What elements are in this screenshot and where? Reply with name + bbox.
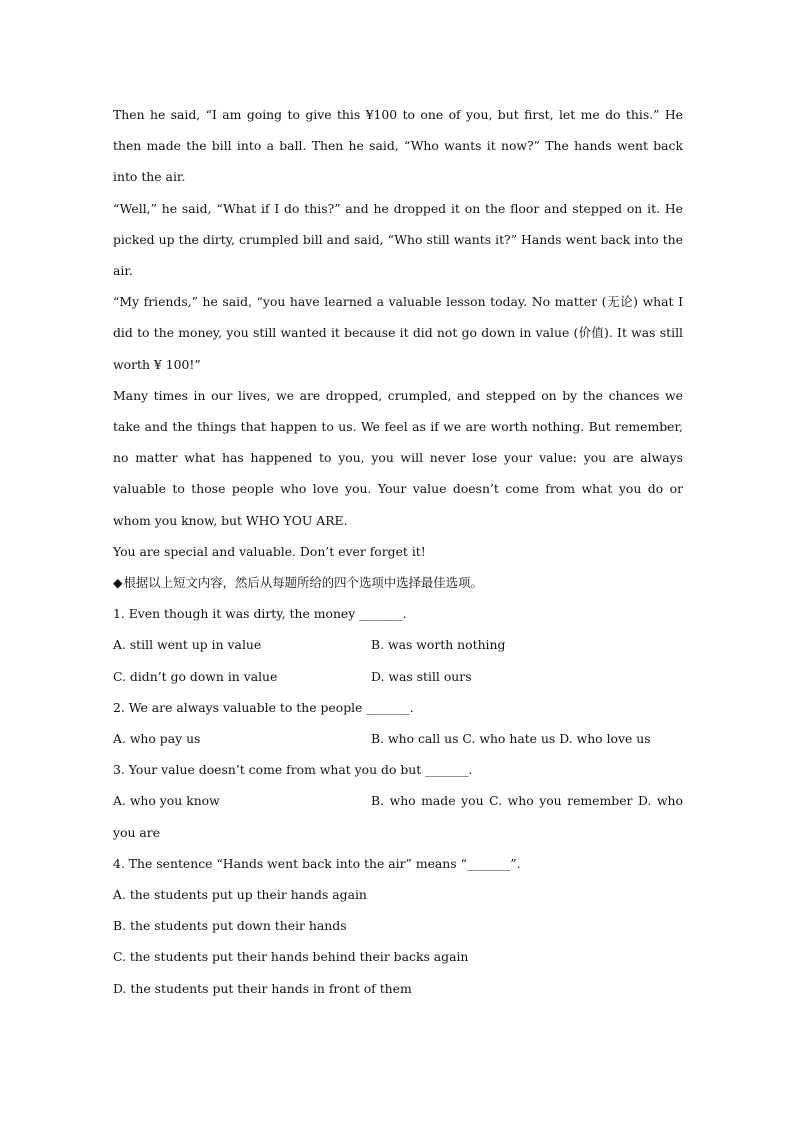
question-4-option-a: A. the students put up their hands again (113, 887, 367, 903)
question-1-stem: 1. Even though it was dirty, the money _______. (113, 606, 407, 622)
passage-paragraph-4: Many times in our lives, we are dropped, crumpled, and stepped on by the chances we take and the things that happen to us. We feel as if we are worth nothing. But remember, no matter what has happened to you, you will never lose your value: you are always valuable to those people who love you. Your value doesn’t come from what you do or whom you know, but WHO YOU ARE. (113, 387, 683, 528)
question-4-option-b: B. the students put down their hands (113, 918, 347, 934)
question-1-option-a: A. still went up in value (113, 637, 262, 653)
question-1-option-b: B. was worth nothing (371, 637, 506, 653)
instruction (113, 567, 683, 598)
question-2-options (113, 723, 683, 754)
diamond-bullet-icon: ◆ (113, 575, 123, 591)
question-1-option-d: D. was still ours (371, 668, 472, 684)
passage-paragraph-5: You are special and valuable. Don’t ever forget it! (113, 543, 426, 559)
question-1-option-c: C. didn’t go down in value (113, 668, 278, 684)
question-2-stem: 2. We are always valuable to the people _______. (113, 699, 414, 715)
instruction-text: 根据以上短文内容，然后从每题所给的四个选项中选择最佳选项。 (123, 575, 483, 591)
passage-paragraph-2: “Well,” he said, “What if I do this?” and he dropped it on the floor and stepped on it. He picked up the dirty, crumpled bill and said, “Who still wants it?” Hands went back into the air. (113, 200, 683, 279)
passage-paragraph-3: “My friends,” he said, “you have learned a valuable lesson today. No matter (无论) what I did to the money, you still wanted it because it did not go down in value (价值). It was still worth ¥ 100!” (113, 294, 683, 372)
question-3-stem: 3. Your value doesn’t come from what you do but _______. (113, 762, 473, 778)
question-3-options (113, 785, 683, 847)
document-content (113, 99, 683, 1004)
question-2-options-bcd: B. who call us C. who hate us D. who love us (371, 731, 651, 747)
question-4-option-d: D. the students put their hands in front of them (113, 980, 412, 996)
passage-paragraph-1: Then he said, “I am going to give this ¥100 to one of you, but first, let me do this.” He then made the bill into a ball. Then he said, “Who wants it now?” The hands went back into the air. (113, 107, 683, 185)
question-3-option-a: A. who you know (113, 793, 220, 809)
question-2-option-a: A. who pay us (113, 731, 201, 747)
question-1-options-row-2 (113, 661, 683, 692)
question-3-options-bcd: B. who made you C. who you remember D. who you are (113, 793, 683, 840)
question-4-stem: 4. The sentence “Hands went back into the air” means “_______”. (113, 855, 521, 871)
question-4-option-c: C. the students put their hands behind their backs again (113, 949, 469, 965)
question-1-options-row-1 (113, 629, 683, 660)
